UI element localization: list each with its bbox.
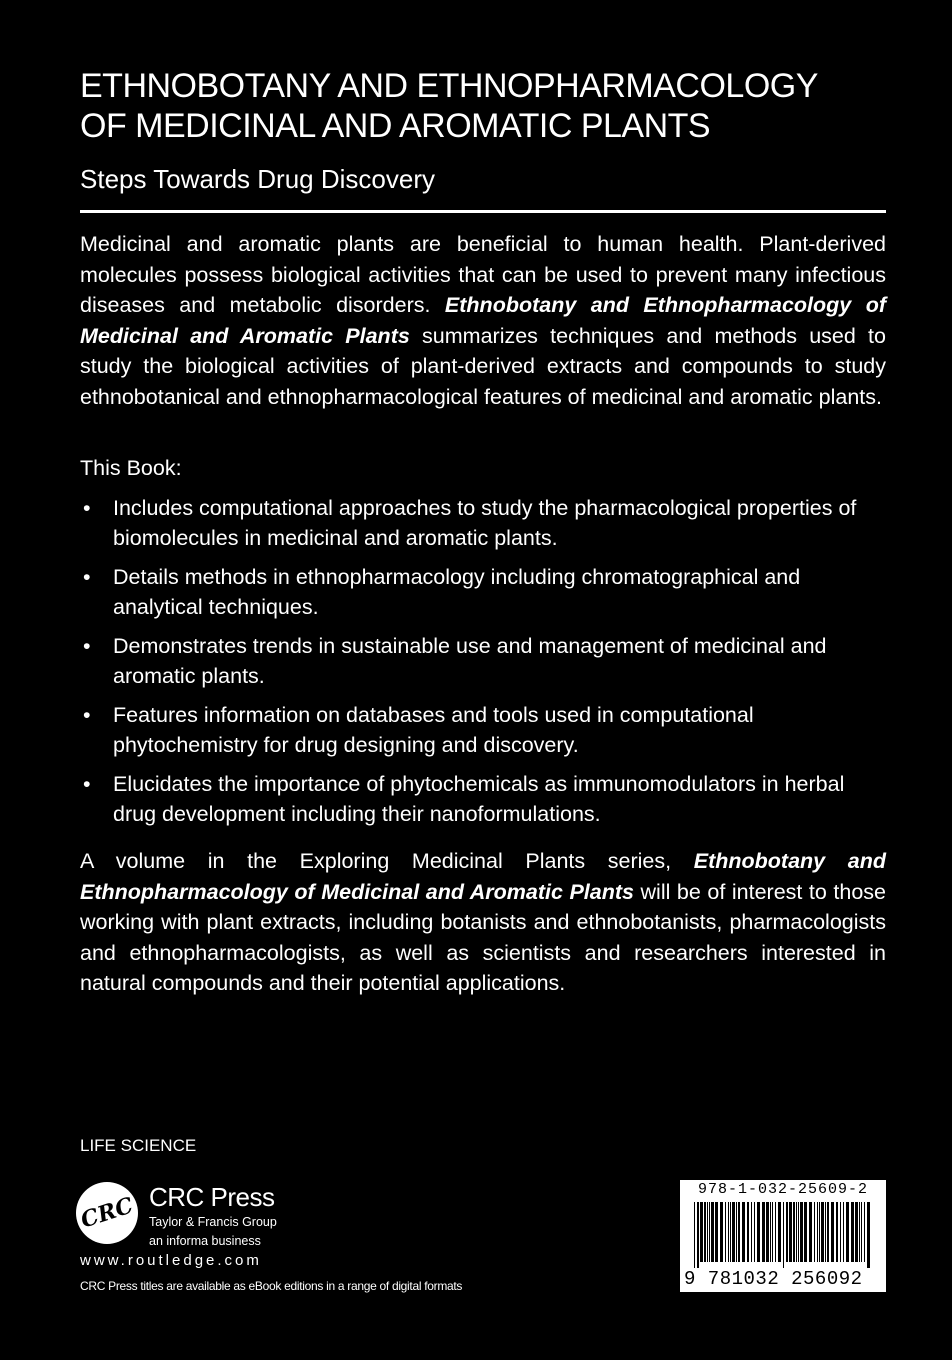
book-title xyxy=(80,66,880,146)
isbn-number: 978-1-032-25609-2 xyxy=(697,1181,869,1198)
barcode-bar xyxy=(709,1202,710,1262)
barcode-bar xyxy=(775,1202,776,1262)
barcode-bar xyxy=(778,1202,781,1262)
barcode-bar xyxy=(762,1202,765,1262)
barcode-bar xyxy=(728,1202,729,1262)
publisher-logo xyxy=(76,1180,286,1250)
barcode-bar xyxy=(736,1202,737,1262)
title-line-2: OF MEDICINAL AND AROMATIC PLANTS xyxy=(80,107,711,145)
barcode-bar xyxy=(730,1202,731,1262)
barcode-bar xyxy=(825,1202,826,1262)
barcode-bar xyxy=(804,1202,807,1262)
barcode-bar xyxy=(843,1202,844,1262)
list-item xyxy=(80,631,886,691)
barcode-bar xyxy=(817,1202,818,1262)
barcode-bar xyxy=(770,1202,771,1262)
barcode-bar xyxy=(697,1202,699,1268)
barcode-bar xyxy=(783,1202,784,1268)
crc-logo-text: CRC xyxy=(77,1192,137,1234)
list-item-text: Includes computational approaches to study the pharmacological properties of biomolecules in medicinal and aromatic plants. xyxy=(113,496,857,550)
barcode-bar xyxy=(798,1202,799,1262)
barcode-bar xyxy=(814,1202,815,1262)
barcode-bar xyxy=(707,1202,708,1262)
publisher-name: CRC Press xyxy=(149,1182,275,1212)
bullet-icon: • xyxy=(83,703,91,727)
barcode-bar xyxy=(827,1202,829,1262)
bullet-icon: • xyxy=(83,565,91,589)
barcode-bar xyxy=(742,1202,745,1262)
website-link[interactable]: www.routledge.com xyxy=(80,1252,262,1269)
barcode-bar xyxy=(732,1202,735,1262)
list-item-text: Demonstrates trends in sustainable use and management of medicinal and aromatic plants. xyxy=(113,634,827,688)
barcode-bar xyxy=(864,1202,865,1262)
barcode-bar xyxy=(840,1202,841,1262)
intro-text-1: Medicinal and aromatic plants are beneficial to human health. Plant-derived molecules possess biological activities that can be used to prevent many infectious diseases and metabolic disorders. xyxy=(80,232,886,317)
list-item xyxy=(80,769,886,829)
barcode-bar xyxy=(846,1202,849,1262)
list-item-text: Details methods in ethnopharmacology including chromatographical and analytical techniques. xyxy=(113,565,801,619)
barcode-bar xyxy=(720,1202,723,1262)
barcode-bar xyxy=(694,1202,695,1268)
bullet-icon: • xyxy=(83,772,91,796)
barcode-bar xyxy=(800,1202,803,1262)
barcode-bar xyxy=(751,1202,752,1262)
barcode-bar xyxy=(809,1202,812,1262)
barcode-bar xyxy=(754,1202,755,1262)
barcode-bar xyxy=(766,1202,769,1262)
barcode-bar xyxy=(786,1202,788,1262)
barcode-bar xyxy=(861,1202,862,1262)
feature-list xyxy=(80,493,886,838)
barcode-bar xyxy=(747,1202,749,1262)
divider-rule xyxy=(80,210,886,213)
crc-logo-icon xyxy=(76,1182,138,1244)
barcode-bar xyxy=(711,1202,714,1262)
barcode-bar xyxy=(704,1202,706,1262)
barcode-bar xyxy=(796,1202,797,1262)
barcode-bar xyxy=(700,1202,703,1262)
barcode-bar xyxy=(831,1202,834,1262)
publisher-tagline: an informa business xyxy=(149,1234,261,1248)
book-subtitle: Steps Towards Drug Discovery xyxy=(80,164,435,194)
barcode-bar xyxy=(859,1202,860,1262)
barcode-bar xyxy=(793,1202,795,1262)
barcode-bar xyxy=(821,1202,824,1262)
barcode-bar xyxy=(819,1202,820,1262)
barcode-bar xyxy=(715,1202,718,1262)
closing-book-title: Ethnobotany and Ethnopharmacology of Medicinal and Aromatic Plants xyxy=(80,849,886,904)
barcode-bar xyxy=(851,1202,854,1262)
closing-text-2: will be of interest to those working with plant extracts, including botanists and ethnobotanists, pharmacologists and ethnopharmacologists, as well as scientists and researchers interested in natural compounds and their potential applications. xyxy=(80,879,886,995)
barcode-bar xyxy=(789,1202,792,1262)
intro-paragraph xyxy=(80,229,886,412)
list-item xyxy=(80,493,886,553)
list-item-text: Features information on databases and tools used in computational phytochemistry for drug designing and discovery. xyxy=(113,703,754,757)
barcode-bar xyxy=(757,1202,760,1262)
intro-book-title: Ethnobotany and Ethnopharmacology of Medicinal and Aromatic Plants xyxy=(80,293,886,348)
closing-paragraph xyxy=(80,846,886,999)
this-book-label: This Book: xyxy=(80,456,182,480)
list-item xyxy=(80,700,886,760)
bullet-icon: • xyxy=(83,634,91,658)
barcode-bar xyxy=(738,1202,740,1262)
intro-text-2: summarizes techniques and methods used to study the biological activities of plant-derived extracts and compounds to study ethnobotanical and ethnopharmacological features of medicinal and aromatic plants. xyxy=(80,323,886,409)
barcode-bar xyxy=(867,1202,870,1268)
ean-digits: 9 781032 256092 xyxy=(684,1268,863,1290)
bullet-icon: • xyxy=(83,496,91,520)
barcode-bars xyxy=(694,1202,872,1268)
list-item-text: Elucidates the importance of phytochemicals as immunomodulators in herbal drug development including their nanoformulations. xyxy=(113,772,845,826)
title-line-1: ETHNOBOTANY AND ETHNOPHARMACOLOGY xyxy=(80,67,818,105)
publisher-group: Taylor & Francis Group xyxy=(149,1215,277,1229)
barcode-bar xyxy=(725,1202,726,1262)
subject-category: LIFE SCIENCE xyxy=(80,1136,197,1155)
barcode-bar xyxy=(836,1202,838,1262)
barcode-bar xyxy=(855,1202,858,1262)
ebook-note: CRC Press titles are available as eBook editions in a range of digital formats xyxy=(80,1279,463,1293)
list-item xyxy=(80,562,886,622)
barcode-bar xyxy=(772,1202,773,1262)
closing-text-1: A volume in the Exploring Medicinal Plants series, xyxy=(80,849,694,873)
isbn-barcode xyxy=(680,1180,886,1292)
